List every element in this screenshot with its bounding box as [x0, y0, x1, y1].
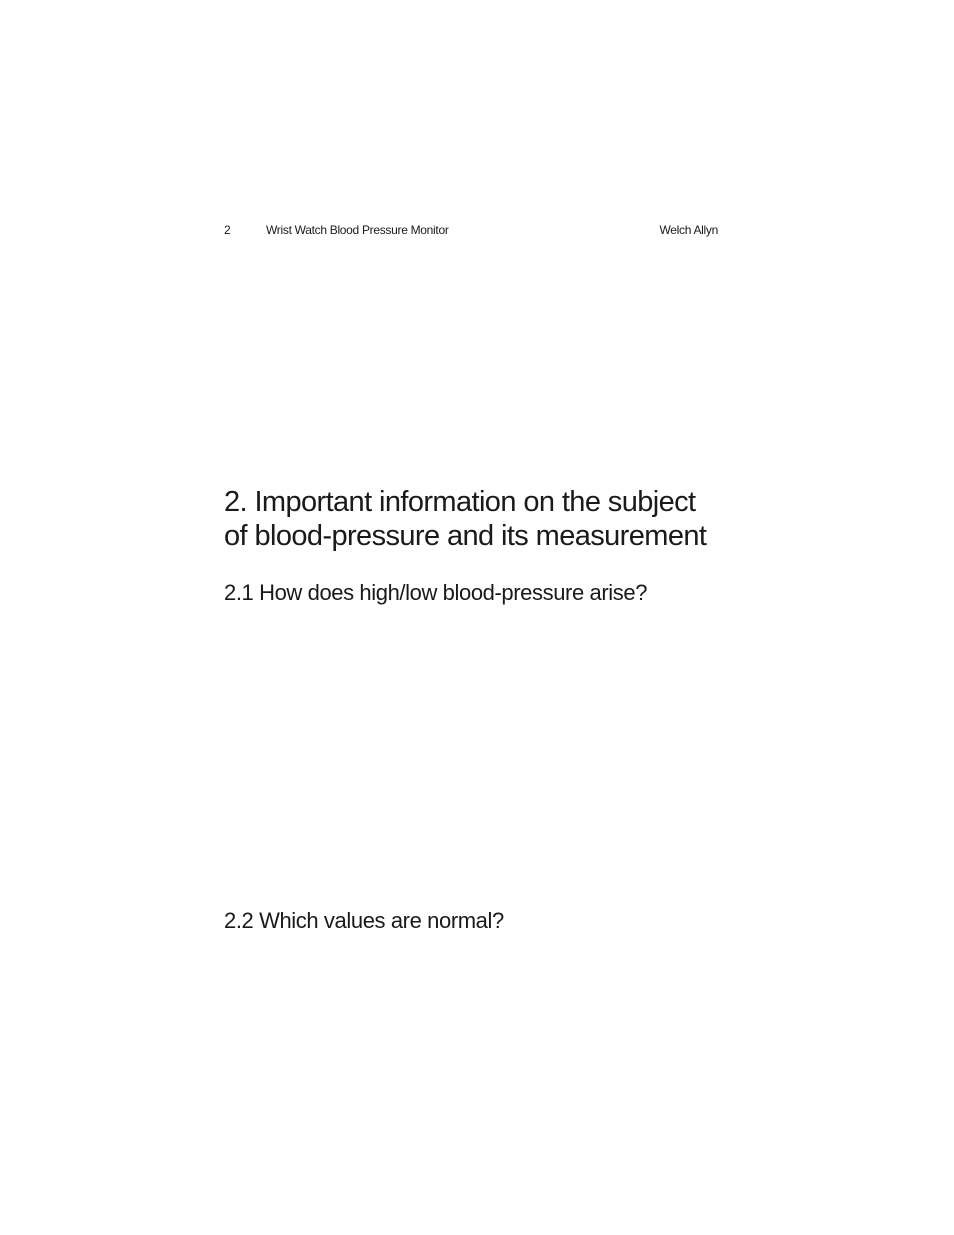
brand-name: Welch Allyn: [659, 223, 718, 237]
page-number: 2: [224, 223, 231, 237]
chapter-title: [224, 485, 744, 553]
document-title: Wrist Watch Blood Pressure Monitor: [266, 223, 449, 237]
running-header: [224, 221, 718, 239]
section-heading-2-2: 2.2 Which values are normal?: [224, 908, 504, 933]
section-heading-2-1: 2.1 How does high/low blood-pressure arise?: [224, 580, 648, 605]
chapter-title-line-2: of blood-pressure and its measurement: [224, 520, 707, 552]
chapter-title-line-1: 2. Important information on the subject: [224, 486, 696, 518]
